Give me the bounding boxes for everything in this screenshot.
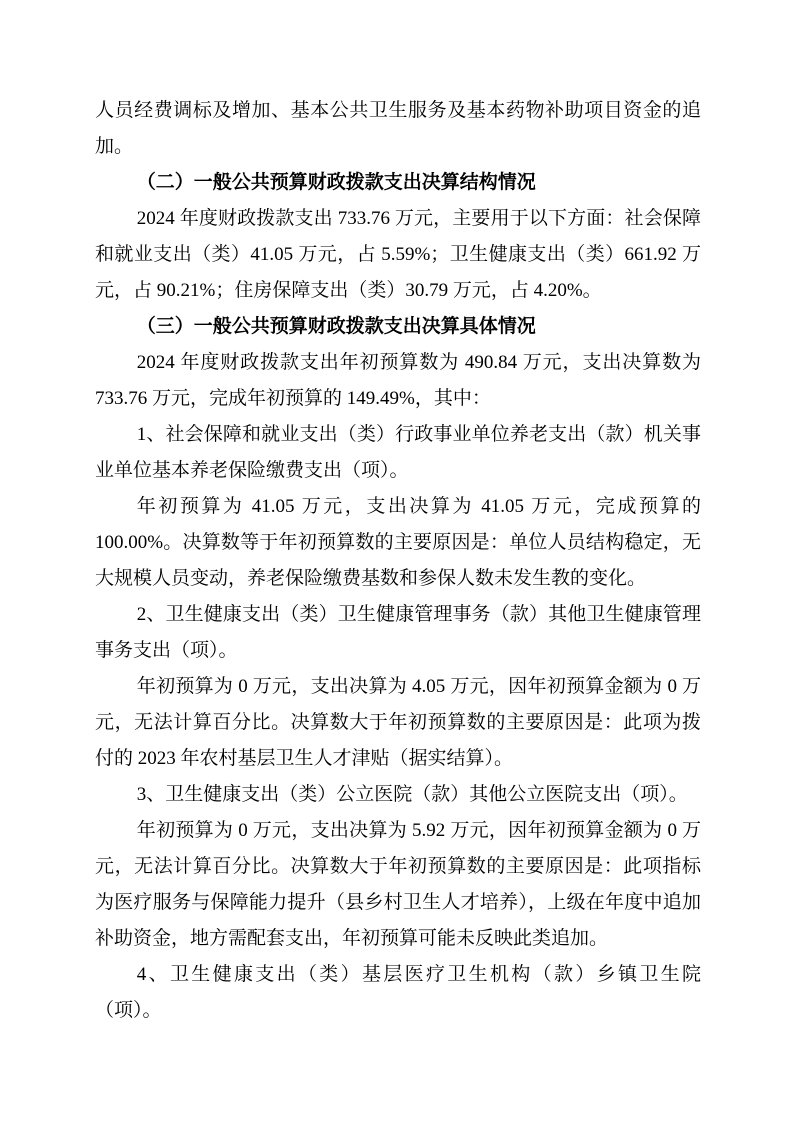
paragraph: 年初预算为 0 万元，支出决算为 5.92 万元，因年初预算金额为 0 万元，无法计算百分比。决算数大于年初预算数的主要原因是：此项指标为医疗服务与保障能力提升（县乡村卫生人才培养），上级在年度中追加补助资金，地方需配套支出，年初预算可能未反映此类追加。 [95, 820, 701, 949]
paragraph: 年初预算为 41.05 万元，支出决算为 41.05 万元，完成预算的 100.00%。决算数等于年初预算数的主要原因是：单位人员结构稳定，无大规模人员变动，养老保险缴费基数和参保人数未发生教的变化。 [95, 496, 701, 589]
list-item-paragraph: 2、卫生健康支出（类）卫生健康管理事务（款）其他卫生健康管理事务支出（项）。 [95, 604, 701, 661]
paragraph: 2024 年度财政拨款支出 733.76 万元，主要用于以下方面：社会保障和就业支出（类）41.05 万元，占 5.59%；卫生健康支出（类）661.92 万元，占 90.21%；住房保障支出（类）30.79 万元，占 4.20%。 [95, 208, 701, 301]
paragraph: 年初预算为 0 万元，支出决算为 4.05 万元，因年初预算金额为 0 万元，无法计算百分比。决算数大于年初预算数的主要原因是：此项为拨付的 2023 年农村基层卫生人才津贴（据实结算）。 [95, 676, 701, 769]
list-item-paragraph: 1、社会保障和就业支出（类）行政事业单位养老支出（款）机关事业单位基本养老保险缴费支出（项）。 [95, 424, 701, 481]
document-body [95, 93, 701, 1029]
paragraph: 2024 年度财政拨款支出年初预算数为 490.84 万元，支出决算数为 733.76 万元，完成年初预算的 149.49%，其中： [95, 352, 701, 409]
section-heading: （三）一般公共预算财政拨款支出决算具体情况 [136, 316, 536, 337]
list-item-paragraph: 3、卫生健康支出（类）公立医院（款）其他公立医院支出（项）。 [136, 784, 688, 805]
paragraph: 人员经费调标及增加、基本公共卫生服务及基本药物补助项目资金的追加。 [95, 100, 701, 157]
section-heading: （二）一般公共预算财政拨款支出决算结构情况 [136, 172, 536, 193]
list-item-paragraph: 4、卫生健康支出（类）基层医疗卫生机构（款）乡镇卫生院（项）。 [95, 964, 701, 1021]
